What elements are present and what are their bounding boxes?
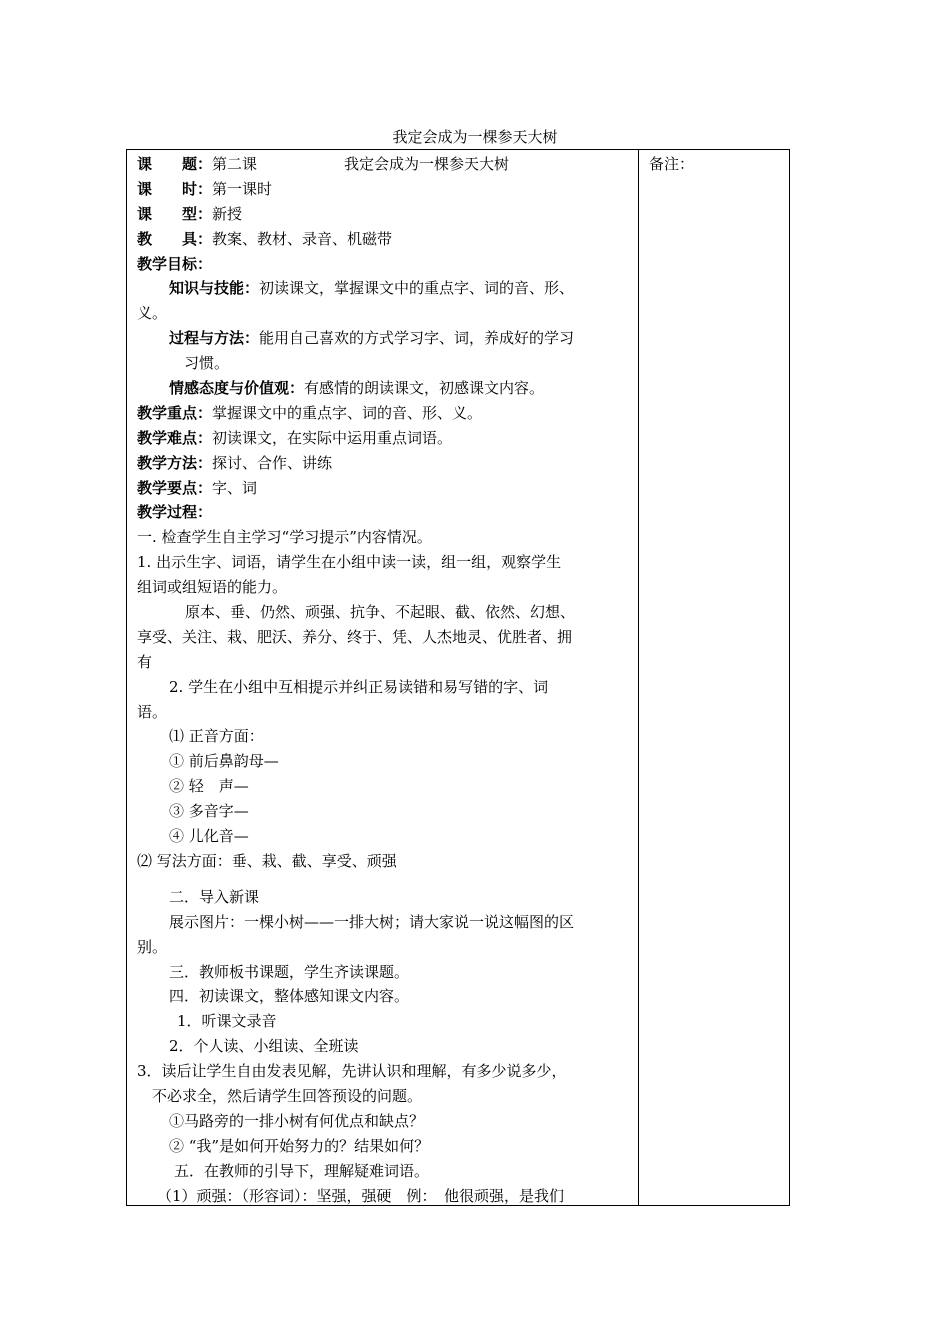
column-divider <box>638 150 639 1205</box>
process-text: 能用自己喜欢的方式学习字、词，养成好的学习 <box>259 329 575 348</box>
step-1-1: 1. 出示生字、词语，请学生在小组中读一读，组一组，观察学生 <box>137 553 562 572</box>
step-1-2: 2. 学生在小组中互相提示并纠正易读错和易写错的字、词 <box>169 677 549 696</box>
topic-value: 第二课 <box>212 155 258 173</box>
vocab-line-3: 有 <box>137 652 153 671</box>
lesson-plan-table <box>126 149 790 1206</box>
focus-label: 教学重点： <box>137 403 213 422</box>
method-text: 探讨、合作、讲练 <box>212 453 333 472</box>
type-row <box>137 202 633 227</box>
step-5-1: （1）顽强：（形容词）：坚强，强硬 例： 他很顽强，是我们 <box>157 1186 565 1205</box>
question-1: ①马路旁的一排小树有何优点和缺点？ <box>169 1111 425 1130</box>
emotion-text: 有感情的朗读课文，初感课文内容。 <box>304 379 545 398</box>
topic-label: 课 题： <box>137 155 213 173</box>
step-1-2-cont: 语。 <box>137 702 168 721</box>
step-4-3: 3．读后让学生自由发表见解，先讲认识和理解，有多少说多少， <box>137 1062 567 1081</box>
step-4-3-cont: 不必求全，然后请学生回答预设的问题。 <box>152 1086 423 1105</box>
points-label: 教学要点： <box>137 478 213 497</box>
step-1-1-cont: 组词或组短语的能力。 <box>137 578 288 597</box>
tools-label: 教 具： <box>137 229 213 248</box>
lesson-content <box>137 152 633 1208</box>
difficulty-label: 教学难点： <box>137 428 213 447</box>
type-value: 新授 <box>212 204 243 223</box>
topic-title: 我定会成为一棵参天大树 <box>344 155 510 173</box>
focus-text: 掌握课文中的重点字、词的音、形、义。 <box>212 403 483 422</box>
method-row <box>137 451 633 476</box>
tools-value: 教案、教材、录音、机磁带 <box>212 229 393 248</box>
step-5: 五．在教师的引导下，理解疑难词语。 <box>174 1161 430 1180</box>
vocab-line-1: 原本、垂、仍然、顽强、抗争、不起眼、截、依然、幻想、 <box>185 603 576 622</box>
tools-row <box>137 227 633 252</box>
focus-row <box>137 401 633 426</box>
objective-emotion <box>137 376 633 401</box>
process-text-cont: 习惯。 <box>184 354 230 373</box>
question-2: ② “我”是如何开始努力的？结果如何？ <box>169 1136 430 1155</box>
step-4: 四．初读课文，整体感知课文内容。 <box>169 987 410 1006</box>
step-4-1: 1．听课文录音 <box>177 1012 277 1031</box>
period-row <box>137 177 633 202</box>
knowledge-label: 知识与技能： <box>169 279 260 298</box>
method-label: 教学方法： <box>137 453 213 472</box>
type-label: 课 型： <box>137 204 213 223</box>
writing-aspect: ⑵ 写法方面：垂、栽、截、享受、顽强 <box>137 851 397 870</box>
step-3: 三．教师板书课题，学生齐读课题。 <box>169 962 410 981</box>
pronunciation-item: ② 轻 声— <box>169 777 249 796</box>
process-heading: 教学过程： <box>137 503 213 522</box>
knowledge-text: 初读课文，掌握课文中的重点字、词的音、形、 <box>259 279 575 298</box>
pronunciation-heading: ⑴ 正音方面： <box>169 727 264 746</box>
topic-row <box>137 152 633 177</box>
period-label: 课 时： <box>137 179 213 198</box>
objectives-heading: 教学目标： <box>137 254 213 273</box>
emotion-label: 情感态度与价值观： <box>169 379 305 398</box>
document-title: 我定会成为一棵参天大树 <box>392 128 558 146</box>
pronunciation-item: ① 前后鼻韵母— <box>169 752 279 771</box>
difficulty-row <box>137 426 633 451</box>
step-1: 一. 检查学生自主学习“学习提示”内容情况。 <box>137 528 432 547</box>
vocab-line-2: 享受、关注、栽、肥沃、养分、终于、凭、人杰地灵、优胜者、拥 <box>137 627 573 646</box>
difficulty-text: 初读课文，在实际中运用重点词语。 <box>212 428 453 447</box>
step-2: 二．导入新课 <box>169 887 260 906</box>
period-value: 第一课时 <box>212 179 273 198</box>
points-row <box>137 476 633 501</box>
step-2-text-cont: 别。 <box>137 937 168 956</box>
step-4-2: 2．个人读、小组读、全班读 <box>169 1037 359 1056</box>
spacer <box>137 874 633 885</box>
points-text: 字、词 <box>212 478 258 497</box>
step-2-text: 展示图片：一棵小树——一排大树；请大家说一说这幅图的区 <box>169 912 575 931</box>
knowledge-text-cont: 义。 <box>137 304 168 323</box>
notes-label: 备注： <box>649 155 695 173</box>
objective-knowledge <box>137 276 633 301</box>
pronunciation-item: ④ 儿化音— <box>169 827 249 846</box>
objective-process <box>137 326 633 351</box>
pronunciation-item: ③ 多音字— <box>169 802 249 821</box>
process-label: 过程与方法： <box>169 329 260 348</box>
